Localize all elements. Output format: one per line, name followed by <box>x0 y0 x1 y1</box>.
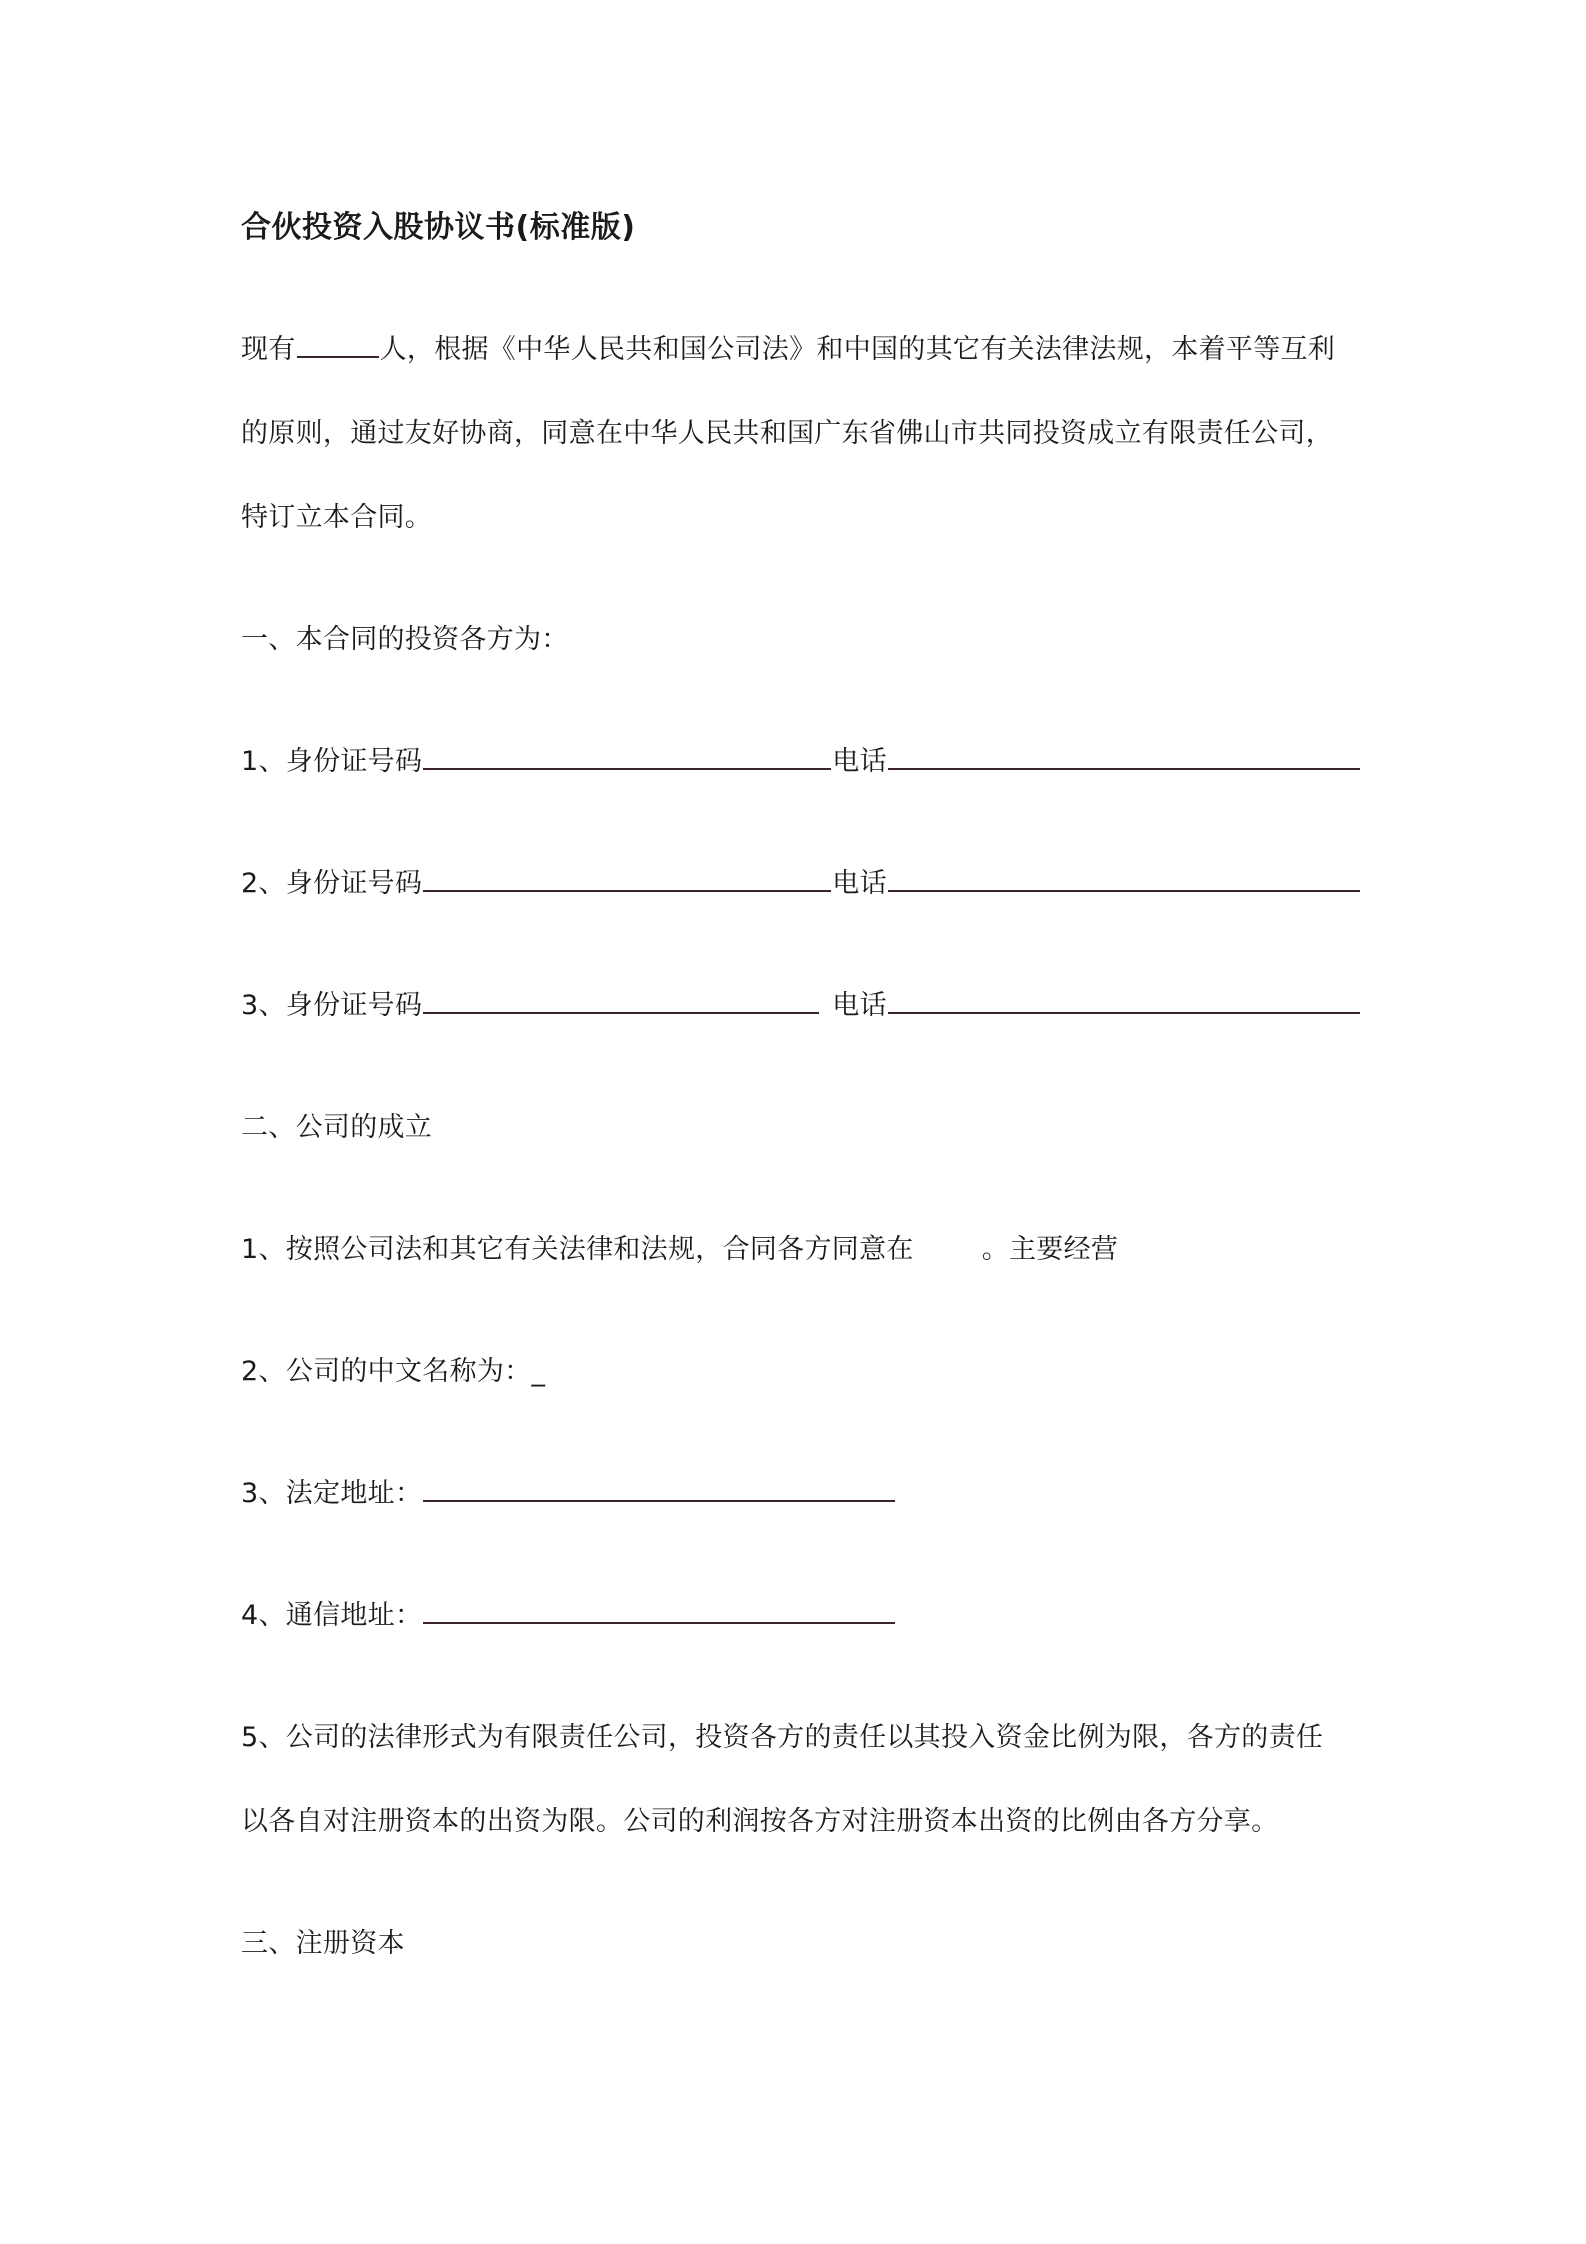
intro-line-2: 的原则，通过友好协商，同意在中华人民共和国广东省佛山市共同投资成立有限责任公司， <box>241 418 1333 449</box>
section-2-item-3 <box>241 1474 896 1514</box>
party-row <box>241 742 1361 782</box>
section-3-heading: 三、注册资本 <box>241 1928 405 1959</box>
section-2-item-4 <box>241 1596 896 1636</box>
id-label: 身份证号码 <box>285 868 423 899</box>
section-2-item-5-line-2: 以各自对注册资本的出资为限。公司的利润按各方对注册资本出资的比例由各方分享。 <box>241 1806 1279 1837</box>
item-1-text: 1、按照公司法和其它有关法律和法规，合同各方同意在 <box>241 1234 914 1265</box>
id-label: 身份证号码 <box>285 746 423 777</box>
section-2-heading: 二、公司的成立 <box>241 1112 433 1143</box>
section-2-item-2: 2、公司的中文名称为：_ <box>241 1356 546 1387</box>
phone-blank <box>888 746 1360 770</box>
section-2-item-1 <box>241 1230 1118 1270</box>
legal-address-label: 3、法定地址： <box>241 1478 423 1509</box>
party-count-blank <box>297 334 379 358</box>
mailing-address-label: 4、通信地址： <box>241 1600 423 1631</box>
id-label: 身份证号码 <box>285 990 423 1021</box>
phone-label: 电话 <box>832 990 887 1021</box>
party-number: 3、 <box>241 990 286 1021</box>
phone-label: 电话 <box>832 746 887 777</box>
intro-prefix: 现有 <box>241 334 296 365</box>
phone-label: 电话 <box>832 868 887 899</box>
document-title: 合伙投资入股协议书(标准版) <box>241 210 636 245</box>
intro-line-1 <box>241 330 1335 370</box>
party-row <box>241 864 1361 904</box>
intro-text: 人，根据《中华人民共和国公司法》和中国的其它有关法律法规，本着平等互利 <box>379 334 1336 365</box>
phone-blank <box>888 990 1360 1014</box>
legal-address-blank <box>423 1478 895 1502</box>
intro-line-3: 特订立本合同。 <box>241 502 433 533</box>
party-number: 2、 <box>241 868 286 899</box>
section-2-item-5-line-1: 5、公司的法律形式为有限责任公司，投资各方的责任以其投入资金比例为限，各方的责任 <box>241 1722 1324 1753</box>
id-number-blank <box>423 868 831 892</box>
mailing-address-blank <box>423 1600 895 1624</box>
section-1-heading: 一、本合同的投资各方为： <box>241 624 569 655</box>
party-number: 1、 <box>241 746 286 777</box>
phone-blank <box>888 868 1360 892</box>
id-number-blank <box>423 746 831 770</box>
party-row <box>241 986 1361 1026</box>
item-1-text-end: 。主要经营 <box>981 1234 1119 1265</box>
id-number-blank <box>423 990 819 1014</box>
